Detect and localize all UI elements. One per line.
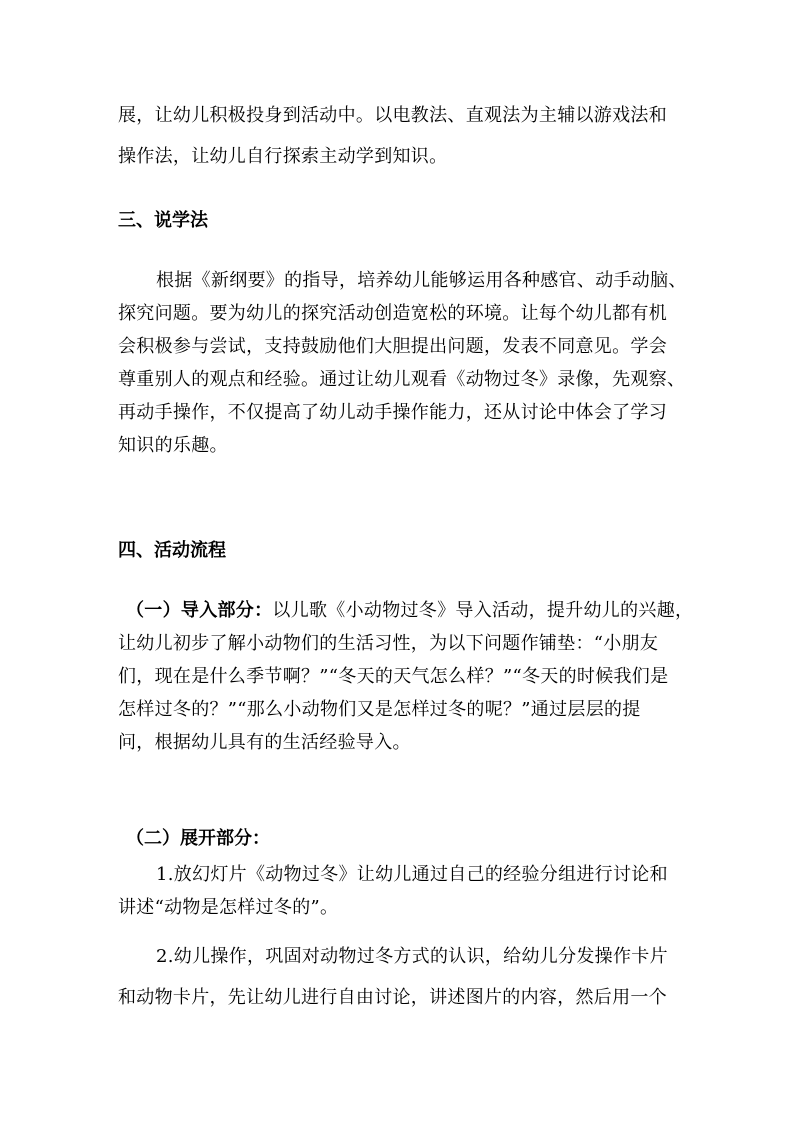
text-line: 让幼儿初步了解小动物们的生活习性，为以下问题作铺垫：“小朋友 — [118, 633, 659, 654]
text-line: 和动物卡片，先让幼儿进行自由讨论，讲述图片的内容，然后用一个 — [118, 987, 667, 1008]
part1-label: （一）导入部分： — [126, 600, 273, 621]
text-line — [118, 594, 694, 627]
text-line: 知识的乐趣。 — [118, 435, 228, 456]
text-line: 根据《新纲要》的指导，培养幼儿能够运用各种感官、动手动脑、 — [156, 270, 687, 291]
part1-paragraph — [118, 594, 694, 759]
section-heading-3: 三、说学法 — [118, 210, 208, 231]
text-line: 1.放幻灯片《动物过冬》让幼儿通过自己的经验分组进行讨论和 — [156, 864, 668, 885]
text-line: 会积极参与尝试，支持鼓励他们大胆提出问题，发表不同意见。学会 — [118, 336, 667, 357]
section3-paragraph — [118, 264, 687, 462]
text-line: 怎样过冬的？”“那么小动物们又是怎样过冬的呢？”通过层层的提 — [118, 699, 641, 720]
text-line: 们，现在是什么季节啊？”“冬天的天气怎么样？”“冬天的时候我们是 — [118, 666, 669, 687]
text-line: 问，根据幼儿具有的生活经验导入。 — [118, 732, 411, 753]
text-line: 讲述“动物是怎样过冬的”。 — [118, 897, 339, 918]
section-heading-4: 四、活动流程 — [118, 540, 226, 561]
text-line: 再动手操作，不仅提高了幼儿动手操作能力，还从讨论中体会了学习 — [118, 402, 667, 423]
text-line: 展，让幼儿积极投身到活动中。以电教法、直观法为主辅以游戏法和 — [118, 105, 667, 126]
part2-item-2 — [118, 940, 678, 1014]
part1-first-line: 以儿歌《小动物过冬》导入活动，提升幼儿的兴趣， — [272, 600, 694, 621]
part2-item-1 — [118, 858, 678, 924]
text-line: 尊重别人的观点和经验。通过让幼儿观看《动物过冬》录像，先观察、 — [118, 369, 686, 390]
text-line: 探究问题。要为幼儿的探究活动创造宽松的环境。让每个幼儿都有机 — [118, 303, 667, 324]
text-line: 操作法，让幼儿自行探索主动学到知识。 — [118, 146, 448, 167]
text-line: 2.幼儿操作，巩固对动物过冬方式的认识，给幼儿分发操作卡片 — [156, 946, 668, 967]
part2-label: （二）展开部分： — [126, 828, 270, 849]
intro-paragraph — [118, 99, 678, 173]
